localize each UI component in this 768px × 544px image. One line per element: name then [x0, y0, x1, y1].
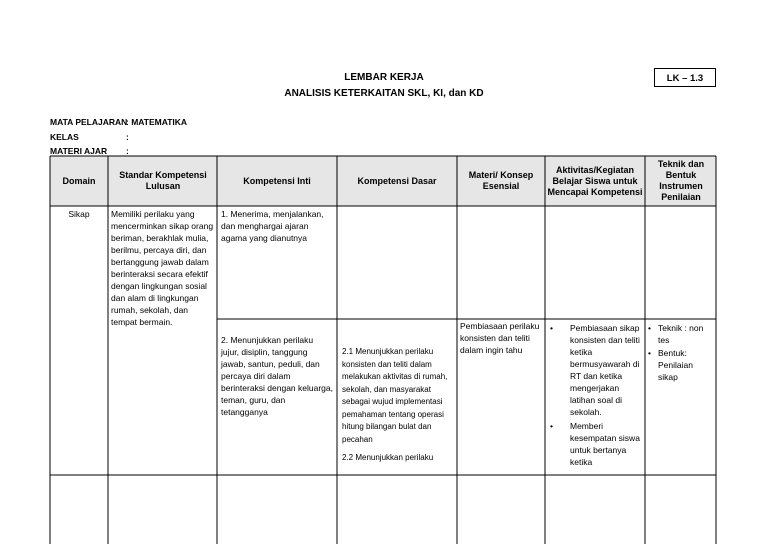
cell-skl: Memiliki perilaku yang mencerminkan sikap orang beriman, berakhlak mulia, berilmu, percaya diri, dan bertanggung jawab dalam berinteraksi secara efektif dengan lingkungan sosial dan alam di lingkungan rumah, sekolah, dan tempat bermain. — [111, 209, 214, 327]
teknik-bullet-1 — [648, 322, 714, 348]
cell-kd-2-1: 2.1 Menunjukkan perilaku konsisten dan teliti dalam melakukan aktivitas di rumah, sekolah, dan masyarakat sebagai wujud implementasi pemahaman tentang operasi hitung bilangan bulat dan pecahan — [342, 347, 448, 444]
bullet-icon: • — [648, 348, 651, 358]
header-teknik: Teknik dan Bentuk Instrumen Penilaian — [657, 159, 705, 202]
aktivitas-text: Memberi kesempatan siswa untuk bertanya ketika — [570, 421, 640, 467]
teknik-text: Bentuk: Penilaian sikap — [658, 348, 693, 382]
header-domain: Domain — [62, 175, 96, 186]
cell-ki-2: 2. Menunjukkan perilaku jujur, disiplin, tanggung jawab, santun, peduli, dan percaya diri dalam berinteraksi dengan keluarga, teman, guru, dan tetangganya — [221, 335, 333, 417]
aktivitas-bullet-1 — [550, 322, 644, 422]
document-code-box: LK – 1.3 — [654, 68, 716, 87]
teknik-bullet-2 — [648, 347, 714, 387]
teknik-text: Teknik : non tes — [658, 323, 704, 345]
document-subtitle: ANALISIS KETERKAITAN SKL, KI, dan KD — [284, 88, 484, 99]
cell-kd-2-2: 2.2 Menunjukkan perilaku — [342, 453, 434, 462]
meta-label: MATERI AJAR — [50, 146, 108, 156]
cell-domain: Sikap — [68, 209, 90, 219]
aktivitas-text: Pembiasaan sikap konsisten dan teliti ketika bermusyawarah di RT dan ketika mengerjakan latihan soal di sekolah. — [570, 323, 640, 417]
header-kd: Kompetensi Dasar — [357, 175, 437, 186]
bullet-icon: • — [648, 323, 651, 333]
meta-label: KELAS — [50, 132, 79, 142]
header-ki: Kompetensi Inti — [243, 175, 311, 186]
cell-ki-1: 1. Menerima, menjalankan, dan menghargai ajaran agama yang dianutnya — [221, 209, 324, 243]
meta-value: : MATEMATIKA — [126, 117, 188, 127]
meta-value: : — [126, 146, 129, 156]
bullet-icon: • — [550, 421, 553, 431]
header-skl: Standar Kompetensi Lulusan — [119, 170, 207, 191]
meta-value: : — [126, 132, 129, 142]
cell-materi: Pembiasaan perilaku konsisten dan teliti dalam ingin tahu — [460, 321, 540, 355]
meta-label: MATA PELAJARAN — [50, 117, 128, 127]
header-materi: Materi/ Konsep Esensial — [468, 170, 534, 191]
bullet-icon: • — [550, 323, 553, 333]
header-aktivitas: Aktivitas/Kegiatan Belajar Siswa untuk Mencapai Kompetensi — [547, 164, 643, 197]
aktivitas-bullet-2 — [550, 420, 644, 480]
document-title: LEMBAR KERJA — [344, 72, 424, 83]
